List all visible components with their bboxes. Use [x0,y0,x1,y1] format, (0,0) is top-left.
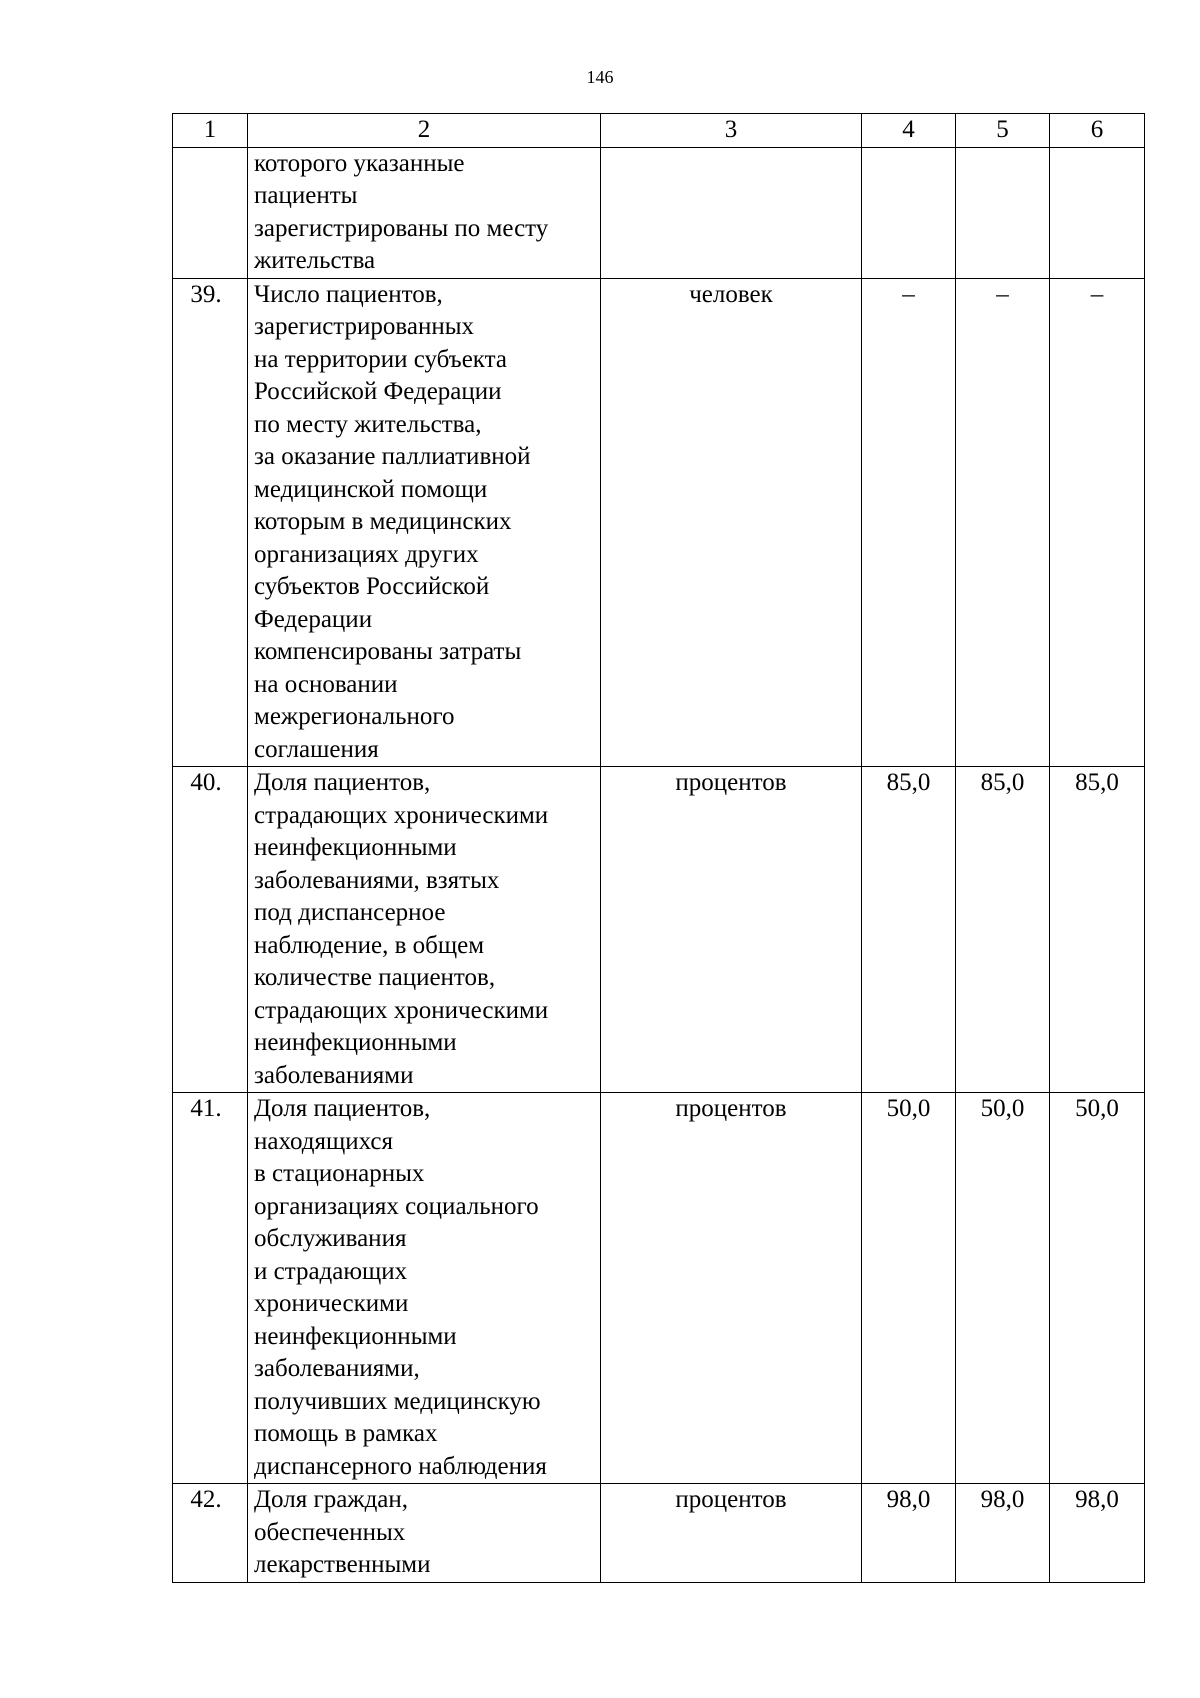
value-col-4: 50,0 [862,1093,956,1484]
description-line: организациях других [254,540,479,568]
description-line: Российской Федерации [254,378,502,405]
description-line: неинфекционными [254,1029,457,1056]
column-header: 6 [1050,114,1145,148]
description-line: Доля граждан, [254,1486,409,1513]
value-col-4: 85,0 [862,767,956,1093]
table-body [173,114,1145,1583]
column-header: 1 [173,114,248,148]
description-line: компенсированы затраты [254,638,522,665]
value-col-6: – [1050,278,1145,767]
description-line: зарегистрированных [254,313,475,340]
description-line: обеспеченных [254,1518,406,1546]
table-row [173,147,1145,278]
description-line: страдающих хроническими [254,996,549,1024]
description-line: соглашения [254,735,379,763]
column-header: 5 [956,114,1050,148]
value-col-4: 98,0 [862,1484,956,1583]
row-number: 42. [173,1484,248,1583]
value-col-6 [1050,147,1145,278]
unit-of-measure: процентов [601,1093,862,1484]
description-line: хроническими [254,1290,409,1317]
table-row [173,1484,1145,1583]
description-line: субъектов Российской [254,573,490,600]
value-col-5: – [956,278,1050,767]
description-line: и страдающих [254,1257,408,1285]
description-line: на основании [254,670,398,698]
description-line: количестве пациентов, [254,964,496,991]
column-header: 2 [248,114,601,148]
indicator-table [172,113,1145,1583]
description-line: межрегионального [254,703,455,730]
description-line: заболеваниями [254,1061,414,1089]
unit-of-measure: процентов [601,767,862,1093]
indicator-description [248,767,601,1093]
value-col-5: 85,0 [956,767,1050,1093]
indicator-description [248,147,601,278]
description-line: заболеваниями, [254,1355,420,1382]
description-line: в стационарных [254,1160,425,1187]
description-line: Федерации [254,605,373,633]
description-line: на территории субъекта [254,345,507,373]
column-header: 4 [862,114,956,148]
table-row [173,767,1145,1093]
indicator-description [248,1484,601,1583]
description-line: находящихся [254,1127,394,1155]
description-line: Доля пациентов, [254,769,431,796]
row-number: 39. [173,278,248,767]
description-line: медицинской помощи [254,475,488,503]
description-line: диспансерного наблюдения [254,1452,547,1480]
description-line: под диспансерное [254,899,446,926]
description-line: по месту жительства, [254,410,482,438]
description-line: наблюдение, в общем [254,931,485,959]
value-col-6: 98,0 [1050,1484,1145,1583]
value-col-5: 98,0 [956,1484,1050,1583]
description-line: получивших медицинскую [254,1387,541,1415]
description-line: которым в медицинских [254,508,512,535]
column-header: 3 [601,114,862,148]
description-line: неинфекционными [254,834,457,861]
table-row [173,278,1145,767]
value-col-4: – [862,278,956,767]
description-line: за оказание паллиативной [254,443,531,470]
description-line: зарегистрированы по месту [254,214,549,242]
indicator-description [248,1093,601,1484]
description-line: лекарственными [254,1551,431,1578]
row-number: 41. [173,1093,248,1484]
description-line: жительства [254,247,376,274]
description-line: заболеваниями, взятых [254,866,500,894]
row-number [173,147,248,278]
unit-of-measure [601,147,862,278]
value-col-4 [862,147,956,278]
description-line: пациенты [254,182,358,209]
value-col-6: 50,0 [1050,1093,1145,1484]
value-col-5: 50,0 [956,1093,1050,1484]
description-line: страдающих хроническими [254,801,549,829]
unit-of-measure: процентов [601,1484,862,1583]
value-col-6: 85,0 [1050,767,1145,1093]
row-number: 40. [173,767,248,1093]
description-line: помощь в рамках [254,1420,438,1447]
indicator-description [248,278,601,767]
value-col-5 [956,147,1050,278]
description-line: организациях социального [254,1192,539,1220]
table-row [173,1093,1145,1484]
page-number: 146 [586,67,614,87]
description-line: Доля пациентов, [254,1095,431,1122]
table-header-row [173,114,1145,148]
unit-of-measure: человек [601,278,862,767]
description-line: обслуживания [254,1225,407,1252]
description-line: неинфекционными [254,1322,457,1350]
description-line: Число пациентов, [254,280,443,308]
description-line: которого указанные [254,149,465,177]
